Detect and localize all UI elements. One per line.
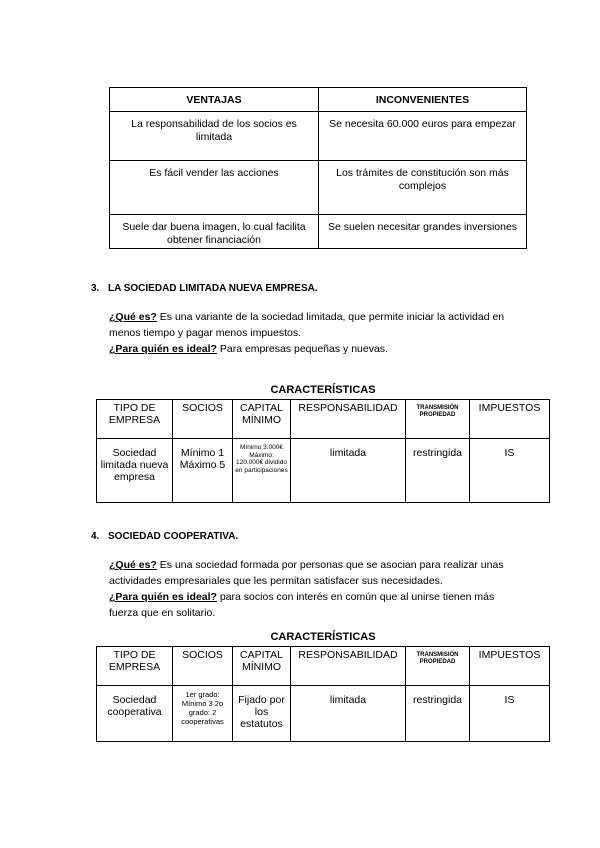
- cell-impuestos: IS: [470, 686, 550, 742]
- header-transmision: TRANSMISIÓN PROPIEDAD: [406, 647, 470, 686]
- section-number: 3.: [91, 283, 100, 294]
- header-capital: CAPITAL MÍNIMO: [233, 400, 291, 439]
- header-socios: SOCIOS: [173, 400, 233, 439]
- que-es-text-cont: menos tiempo y pagar menos impuestos.: [109, 327, 302, 339]
- cell-responsabilidad: limitada: [291, 686, 406, 742]
- ventajas-inconvenientes-table: [109, 87, 527, 249]
- caracteristicas-caption: CARACTERÍSTICAS: [270, 631, 376, 643]
- table-row: [97, 686, 550, 742]
- section-3-description: [109, 309, 539, 357]
- section-number: 4.: [91, 531, 100, 542]
- que-es-text: Es una variante de la sociedad limitada, que permite iniciar la actividad en: [156, 311, 505, 323]
- header-ventajas: VENTAJAS: [110, 88, 319, 112]
- header-tipo: TIPO DE EMPRESA: [97, 400, 173, 439]
- table-header-row: [97, 647, 550, 686]
- section-4-heading: [91, 531, 238, 542]
- para-quien-text: para socios con interés en común que al unirse tienen más: [216, 591, 495, 603]
- caracteristicas-table-slne: [96, 399, 550, 503]
- header-responsabilidad: RESPONSABILIDAD: [291, 647, 406, 686]
- header-inconvenientes: INCONVENIENTES: [319, 88, 527, 112]
- para-quien-text: Para empresas pequeñas y nuevas.: [216, 343, 388, 355]
- inconveniente-cell: Se necesita 60.000 euros para empezar: [319, 112, 527, 161]
- que-es-text-cont: actividades empresariales que les permitan satisfacer sus necesidades.: [109, 575, 443, 587]
- section-4-description: [109, 557, 539, 621]
- inconveniente-cell: Los trámites de constitución son más complejos: [319, 161, 527, 215]
- header-impuestos: IMPUESTOS: [470, 400, 550, 439]
- caracteristicas-table-cooperativa: [96, 646, 550, 742]
- cell-socios: 1er grado: Mínimo 3 2o grado: 2 cooperativas: [173, 686, 233, 742]
- cell-capital: Mínimo 3.000€ Máximo: 120.000€ dividido en participaciones: [233, 439, 291, 503]
- caracteristicas-caption: CARACTERÍSTICAS: [270, 384, 376, 396]
- ventaja-cell: Suele dar buena imagen, lo cual facilita obtener financiación: [110, 215, 319, 249]
- cell-tipo: Sociedad cooperativa: [97, 686, 173, 742]
- table-row: [110, 112, 527, 161]
- cell-capital: Fijado por los estatutos: [233, 686, 291, 742]
- que-es-text: Es una sociedad formada por personas que se asocian para realizar unas: [156, 559, 504, 571]
- cell-transmision: restringida: [406, 686, 470, 742]
- table-row: [97, 439, 550, 503]
- inconveniente-cell: Se suelen necesitar grandes inversiones: [319, 215, 527, 249]
- table-header-row: [97, 400, 550, 439]
- cell-socios: Mínimo 1 Máximo 5: [173, 439, 233, 503]
- header-capital: CAPITAL MÍNIMO: [233, 647, 291, 686]
- table-header-row: [110, 88, 527, 112]
- para-quien-label: ¿Para quién es ideal?: [109, 343, 217, 355]
- section-3-heading: [91, 283, 318, 294]
- para-quien-label: ¿Para quién es ideal?: [109, 591, 217, 603]
- table-row: [110, 161, 527, 215]
- cell-transmision: restringida: [406, 439, 470, 503]
- table-row: [110, 215, 527, 249]
- ventaja-cell: La responsabilidad de los socios es limitada: [110, 112, 319, 161]
- cell-responsabilidad: limitada: [291, 439, 406, 503]
- que-es-label: ¿Qué es?: [109, 559, 157, 571]
- cell-impuestos: IS: [470, 439, 550, 503]
- header-tipo: TIPO DE EMPRESA: [97, 647, 173, 686]
- section-title: SOCIEDAD COOPERATIVA.: [108, 531, 239, 542]
- header-impuestos: IMPUESTOS: [470, 647, 550, 686]
- header-socios: SOCIOS: [173, 647, 233, 686]
- section-title: LA SOCIEDAD LIMITADA NUEVA EMPRESA.: [108, 283, 318, 294]
- cell-tipo: Sociedad limitada nueva empresa: [97, 439, 173, 503]
- header-transmision: TRANSMISIÓN PROPIEDAD: [406, 400, 470, 439]
- que-es-label: ¿Qué es?: [109, 311, 157, 323]
- header-responsabilidad: RESPONSABILIDAD: [291, 400, 406, 439]
- ventaja-cell: Es fácil vender las acciones: [110, 161, 319, 215]
- para-quien-text-cont: fuerza que en solitario.: [109, 607, 216, 619]
